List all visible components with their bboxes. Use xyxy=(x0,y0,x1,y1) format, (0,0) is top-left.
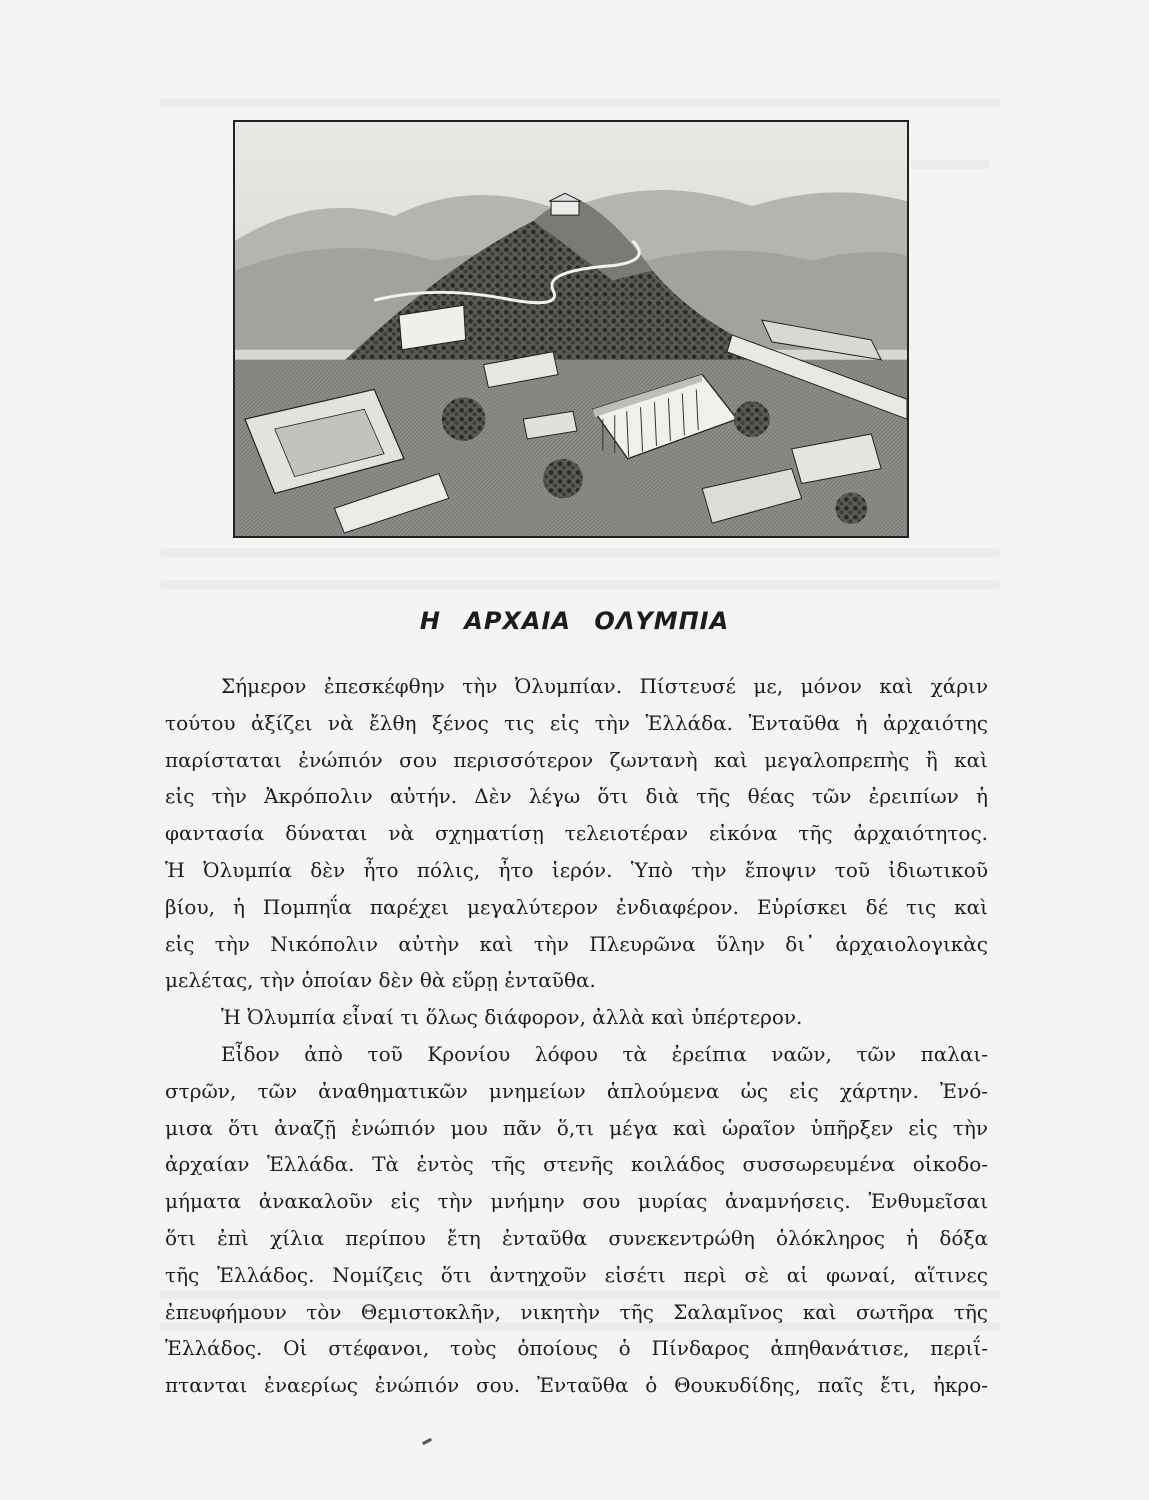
text-line: εἰς τὴν Νικόπολιν αὐτὴν καὶ τὴν Πλευρῶνα ὕλην δι᾽ ἀρχαιολογικὰς xyxy=(165,931,988,956)
bleed-through xyxy=(160,98,1000,107)
text-line: τῆς Ἑλλάδος. Νομίζεις ὅτι ἀντηχοῦν εἰσέτι περὶ σὲ αἱ φωναί, αἵτινες xyxy=(165,1262,988,1287)
text-line: Ἑλλάδος. Οἱ στέφανοι, τοὺς ὁποίους ὁ Πίνδαρος ἀπηθανάτισε, περιΐ- xyxy=(165,1336,988,1361)
text-line: μήματα ἀνακαλοῦν εἰς τὴν μνήμην σου μυρίας ἀναμνήσεις. Ἐνθυμεῖσαι xyxy=(165,1189,988,1214)
text-line: τούτου ἀξίζει νὰ ἔλθη ξένος τις εἰς τὴν Ἑλλάδα. Ἐνταῦθα ἡ ἀρχαιότης xyxy=(165,710,988,735)
ink-mark xyxy=(422,1438,432,1445)
text-line: ἐπευφήμουν τὸν Θεμιστοκλῆν, νικητὴν τῆς Σαλαμῖνος καὶ σωτῆρα τῆς xyxy=(165,1299,988,1324)
paragraph xyxy=(165,1036,988,1404)
text-line: φαντασία δύναται νὰ σχηματίσῃ τελειοτέραν εἰκόνα τῆς ἀρχαιότητος. xyxy=(165,821,988,846)
text-line: Σήμερον ἐπεσκέφθην τὴν Ὀλυμπίαν. Πίστευσέ με, μόνον καὶ χάριν xyxy=(221,674,988,698)
bleed-through xyxy=(160,548,1000,557)
text-line: Ἡ Ὀλυμπία εἶναί τι ὅλως διάφορον, ἀλλὰ καὶ ὑπέρτερον. xyxy=(221,1005,803,1030)
text-line: στρῶν, τῶν ἀναθηματικῶν μνημείων ἁπλούμενα ὡς εἰς χάρτην. Ἐνό- xyxy=(165,1078,988,1103)
text-line: βίου, ἡ Πομπηΐα παρέχει μεγαλύτερον ἐνδιαφέρον. Εὑρίσκει δέ τις καὶ xyxy=(165,894,988,919)
text-line: εἰς τὴν Ἀκρόπολιν αὐτήν. Δὲν λέγω ὅτι διὰ τῆς θέας τῶν ἐρειπίων ἡ xyxy=(165,784,988,809)
text-line: Εἶδον ἀπὸ τοῦ Κρονίου λόφου τὰ ἐρείπια ναῶν, τῶν παλαι- xyxy=(221,1041,988,1066)
text-line: πτανται ἐναερίως ἐνώπιόν σου. Ἐνταῦθα ὁ Θουκυδίδης, παῖς ἔτι, ἠκρο- xyxy=(165,1373,988,1398)
text-line: ὅτι ἐπὶ χίλια περίπου ἔτη ἐνταῦθα συνεκεντρώθη ὁλόκληρος ἡ δόξα xyxy=(165,1225,988,1250)
text-line: μισα ὅτι ἀναζῇ ἐνώπιόν μου πᾶν ὅ,τι μέγα καὶ ὡραῖον ὑπῆρξεν εἰς τὴν xyxy=(165,1115,988,1140)
bleed-through xyxy=(160,580,1000,589)
olympia-illustration xyxy=(233,120,909,538)
text-line: παρίσταται ἐνώπιόν σου περισσότερον ζωντανὴ καὶ μεγαλοπρεπὴς ἢ καὶ xyxy=(165,747,988,772)
text-line: Ἡ Ὀλυμπία δὲν ἦτο πόλις, ἦτο ἱερόν. Ὑπὸ τὴν ἔποψιν τοῦ ἰδιωτικοῦ xyxy=(165,857,988,882)
bleed-through xyxy=(910,160,990,169)
body-text xyxy=(165,668,988,1404)
paragraph xyxy=(165,999,988,1036)
olympia-drawing xyxy=(235,122,907,536)
text-line: ἀρχαίαν Ἑλλάδα. Τὰ ἐντὸς τῆς στενῆς κοιλάδος συσσωρευμένα οἰκοδο- xyxy=(165,1152,988,1177)
paragraph xyxy=(165,668,988,999)
text-line: μελέτας, τὴν ὁποίαν δὲν θὰ εὕρῃ ἐνταῦθα. xyxy=(165,968,596,993)
page-title: Η ΑΡΧΑΙΑ ΟΛΥΜΠΙΑ xyxy=(419,607,730,635)
